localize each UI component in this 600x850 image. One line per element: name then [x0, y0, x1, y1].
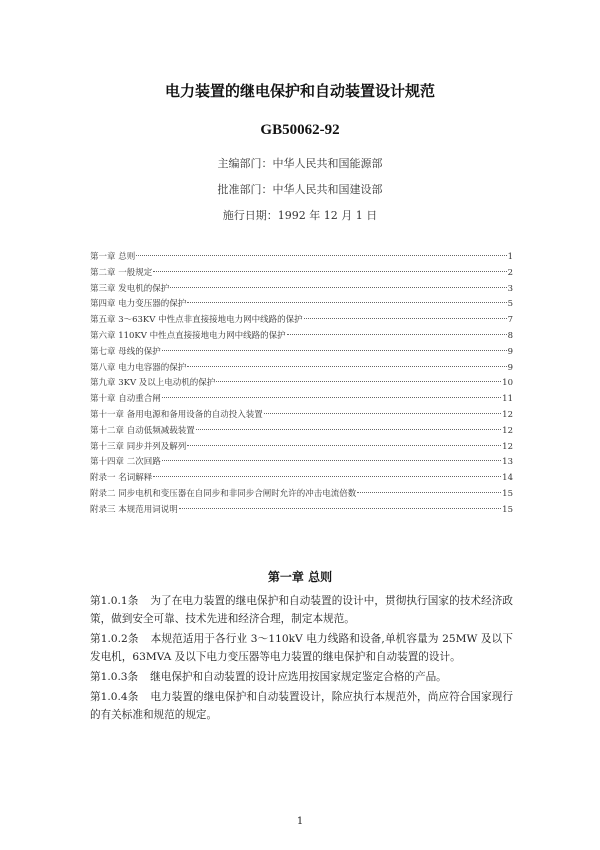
article-text: 电力装置的继电保护和自动装置设计，除应执行本规范外，尚应符合国家现行的有关标准和规范的规定。 [90, 691, 513, 721]
toc-entry[interactable] [90, 282, 513, 298]
toc-leader-dots [153, 476, 501, 477]
toc-entry[interactable] [90, 440, 513, 456]
toc-entry-page: 11 [502, 394, 513, 405]
article [90, 668, 513, 686]
toc-entry[interactable] [90, 408, 513, 424]
standard-code: GB50062-92 [260, 122, 340, 138]
toc-entry[interactable] [90, 329, 513, 345]
article-number: 第1.0.2条 [90, 633, 139, 645]
toc-entry-page: 2 [507, 267, 513, 278]
toc-entry[interactable] [90, 455, 513, 471]
toc-entry-page: 14 [502, 473, 513, 484]
toc-entry-page: 3 [507, 283, 513, 294]
toc-entry-page: 8 [507, 330, 513, 341]
toc-entry-page: 13 [502, 457, 513, 468]
toc-entry-page: 9 [507, 362, 513, 373]
toc-entry[interactable] [90, 250, 513, 266]
toc-entry-label: 第四章 电力变压器的保护 [90, 299, 187, 310]
page-number: 1 [296, 816, 304, 827]
toc-entry-label: 第十章 自动重合闸 [90, 394, 161, 405]
toc-leader-dots [196, 429, 501, 430]
document-title: 电力装置的继电保护和自动装置设计规范 [164, 82, 435, 100]
toc-entry-page: 10 [502, 378, 513, 389]
toc-leader-dots [304, 318, 507, 319]
toc-leader-dots [357, 492, 501, 493]
effective-date: 施行日期：1992 年 12 月 1 日 [222, 209, 378, 222]
toc-entry-page: 15 [502, 488, 513, 499]
article-text: 继电保护和自动装置的设计应选用按国家规定鉴定合格的产品。 [150, 671, 447, 683]
toc-entry[interactable] [90, 266, 513, 282]
toc-leader-dots [187, 445, 501, 446]
toc-entry[interactable] [90, 471, 513, 487]
toc-leader-dots [170, 287, 506, 288]
article [90, 688, 513, 724]
toc-entry-label: 第七章 母线的保护 [90, 346, 161, 357]
toc-entry[interactable] [90, 297, 513, 313]
chapter-heading: 第一章 总则 [267, 570, 333, 584]
toc-leader-dots [187, 366, 506, 367]
toc-entry-label: 第八章 电力电容器的保护 [90, 362, 187, 373]
toc-leader-dots [187, 302, 506, 303]
toc-entry[interactable] [90, 376, 513, 392]
article [90, 630, 513, 666]
toc-entry-label: 第十三章 同步并列及解列 [90, 441, 187, 452]
toc-entry-page: 7 [507, 315, 513, 326]
chapter-body [90, 592, 513, 726]
toc-entry-page: 9 [507, 346, 513, 357]
toc-entry-label: 第十四章 二次回路 [90, 457, 161, 468]
approver-department: 批准部门：中华人民共和国建设部 [217, 183, 383, 196]
toc-entry-page: 12 [502, 441, 513, 452]
toc-entry-label: 第二章 一般规定 [90, 267, 153, 278]
toc-entry[interactable] [90, 361, 513, 377]
article-number: 第1.0.3条 [90, 671, 139, 683]
toc-entry-label: 第一章 总则 [90, 252, 136, 262]
toc-entry[interactable] [90, 487, 513, 503]
toc-entry-label: 第六章 110KV 中性点直接接地电力网中线路的保护 [90, 330, 286, 341]
toc-leader-dots [216, 381, 501, 382]
toc-leader-dots [162, 350, 507, 351]
toc-entry[interactable] [90, 424, 513, 440]
editor-department: 主编部门：中华人民共和国能源部 [217, 157, 383, 170]
toc-leader-dots [162, 460, 501, 461]
toc-entry-label: 附录三 本规范用词说明 [90, 504, 178, 515]
toc-entry[interactable] [90, 313, 513, 329]
toc-entry-page: 12 [502, 425, 513, 436]
article-number: 第1.0.4条 [90, 691, 139, 703]
toc-entry-page: 12 [502, 409, 513, 420]
toc-entry-page: 5 [507, 299, 513, 310]
article-text: 为了在电力装置的继电保护和自动装置的设计中，贯彻执行国家的技术经济政策，做到安全可靠、技术先进和经济合理，制定本规范。 [90, 595, 513, 625]
article-number: 第1.0.1条 [90, 595, 139, 607]
toc-leader-dots [136, 255, 506, 256]
toc-leader-dots [153, 271, 506, 272]
toc-entry[interactable] [90, 345, 513, 361]
toc-entry-label: 附录一 名词解释 [90, 473, 153, 484]
toc-entry-page: 1 [507, 252, 513, 262]
table-of-contents [90, 250, 513, 519]
toc-entry-label: 第十一章 备用电源和备用设备的自动投入装置 [90, 409, 263, 420]
toc-entry-label: 第九章 3KV 及以上电动机的保护 [90, 378, 216, 389]
toc-entry-page: 15 [502, 504, 513, 515]
toc-leader-dots [179, 508, 501, 509]
toc-entry-label: 第五章 3～63KV 中性点非直接接地电力网中线路的保护 [90, 315, 303, 326]
toc-leader-dots [287, 334, 507, 335]
toc-entry-label: 第三章 发电机的保护 [90, 283, 170, 294]
toc-entry-label: 第十二章 自动低频减载装置 [90, 425, 195, 436]
toc-entry[interactable] [90, 392, 513, 408]
toc-leader-dots [264, 413, 501, 414]
toc-entry-label: 附录二 同步电机和变压器在自同步和非同步合闸时允许的冲击电流倍数 [90, 488, 357, 499]
toc-leader-dots [162, 397, 501, 398]
toc-entry[interactable] [90, 503, 513, 519]
article [90, 592, 513, 628]
article-text: 本规范适用于各行业 3～110kV 电力线路和设备,单机容量为 25MW 及以下发电机，63MVA 及以下电力变压器等电力装置的继电保护和自动装置的设计。 [90, 633, 513, 663]
